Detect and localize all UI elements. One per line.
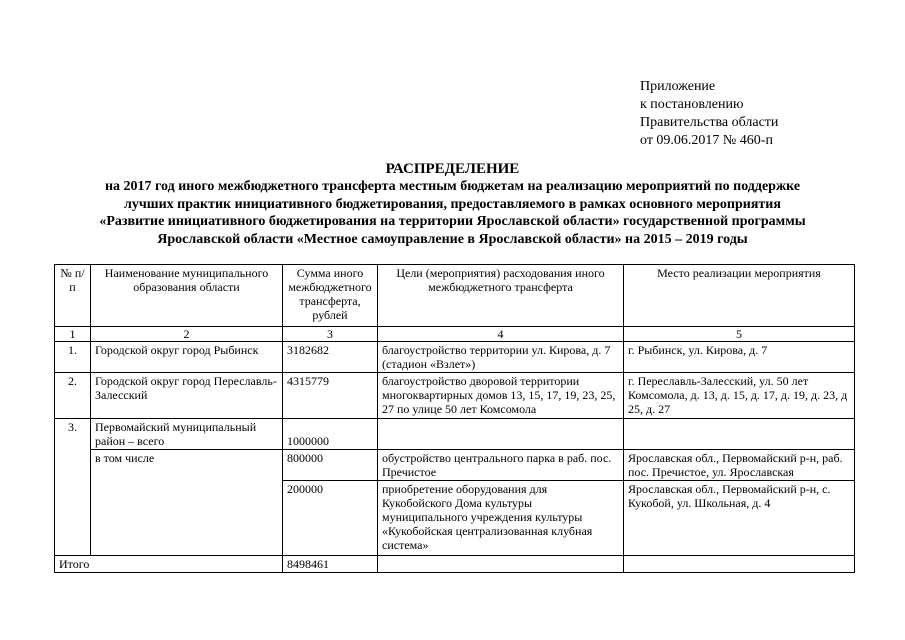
- column-number: 2: [91, 327, 283, 342]
- transfer-sum: 3182682: [283, 342, 378, 373]
- header-name: Наименование муниципального образования области: [91, 265, 283, 327]
- municipality-name: [91, 481, 283, 556]
- transfer-goal: [378, 419, 624, 450]
- transfer-sum-value: 1000000: [287, 434, 329, 448]
- appendix-line: Приложение: [640, 79, 716, 94]
- document-subtitle: [40, 178, 865, 248]
- total-sum: 8498461: [283, 556, 378, 573]
- transfer-goal: [378, 556, 624, 573]
- column-number: 5: [624, 327, 855, 342]
- row-number: 3.: [55, 419, 91, 450]
- municipality-name: Первомайский муниципальный район – всего: [91, 419, 283, 450]
- header-num: № п/п: [55, 265, 91, 327]
- header-place: Место реализации мероприятия: [624, 265, 855, 327]
- row-number: [55, 481, 91, 556]
- implementation-place: Ярославская обл., Первомайский р-н, с. Кукобой, ул. Школьная, д. 4: [624, 481, 855, 556]
- subtitle-line: на 2017 год иного межбюджетного трансферта местным бюджетам на реализацию мероприятий по поддержке: [104, 179, 801, 194]
- table-header-row: [55, 265, 855, 327]
- appendix-line: от 09.06.2017 № 460-п: [640, 133, 773, 148]
- subtitle-line: Ярославской области «Местное самоуправление в Ярославской области» на 2015 – 2019 годы: [157, 231, 748, 247]
- total-row: [55, 556, 855, 573]
- transfer-goal: обустройство центрального парка в раб. пос. Пречистое: [378, 450, 624, 481]
- transfer-goal: благоустройство дворовой территории многоквартирных домов 13, 15, 17, 19, 23, 25, 27 по улице 50 лет Комсомола: [378, 373, 624, 419]
- appendix-note: [640, 78, 778, 150]
- implementation-place: [624, 556, 855, 573]
- transfer-goal: благоустройство территории ул. Кирова, д. 7 (стадион «Взлет»): [378, 342, 624, 373]
- document-title: РАСПРЕДЕЛЕНИЕ: [385, 161, 520, 177]
- transfer-goal: приобретение оборудования для Кукобойского Дома культуры муниципального учреждения культуры «Кукобойская централизованная клубная система»: [378, 481, 624, 556]
- row-number: 1.: [55, 342, 91, 373]
- implementation-place: г. Рыбинск, ул. Кирова, д. 7: [624, 342, 855, 373]
- transfer-sum: 4315779: [283, 373, 378, 419]
- table-row: [55, 450, 855, 481]
- transfer-sum: [283, 419, 378, 450]
- distribution-table: [54, 264, 855, 573]
- table-row: [55, 481, 855, 556]
- municipality-name: Городской округ город Рыбинск: [91, 342, 283, 373]
- column-number: 1: [55, 327, 91, 342]
- appendix-line: к постановлению: [640, 97, 744, 112]
- row-number: 2.: [55, 373, 91, 419]
- subtitle-line: «Развитие инициативного бюджетирования на территории Ярославской области» государственной программы: [99, 214, 806, 229]
- appendix-line: Правительства области: [640, 115, 779, 130]
- sub-label: в том числе: [91, 450, 283, 481]
- table-row: [55, 342, 855, 373]
- implementation-place: Ярославская обл., Первомайский р-н, раб. пос. Пречистое, ул. Ярославская: [624, 450, 855, 481]
- header-sum: Сумма иного межбюджетного трансферта, рублей: [283, 265, 378, 327]
- header-goals: Цели (мероприятия) расходования иного межбюджетного трансферта: [378, 265, 624, 327]
- implementation-place: [624, 419, 855, 450]
- column-numbers-row: [55, 327, 855, 342]
- subtitle-line: лучших практик инициативного бюджетирования, предоставляемого в рамках основного мероприятия: [124, 196, 781, 212]
- total-label: Итого: [55, 556, 283, 573]
- transfer-sum: 800000: [283, 450, 378, 481]
- column-number: 4: [378, 327, 624, 342]
- table-row: [55, 373, 855, 419]
- row-number: [55, 450, 91, 481]
- column-number: 3: [283, 327, 378, 342]
- table-row: [55, 419, 855, 450]
- municipality-name: Городской округ город Переславль-Залесский: [91, 373, 283, 419]
- implementation-place: г. Переславль-Залесский, ул. 50 лет Комсомола, д. 13, д. 15, д. 17, д. 19, д. 23, д 25, д. 27: [624, 373, 855, 419]
- transfer-sum: 200000: [283, 481, 378, 556]
